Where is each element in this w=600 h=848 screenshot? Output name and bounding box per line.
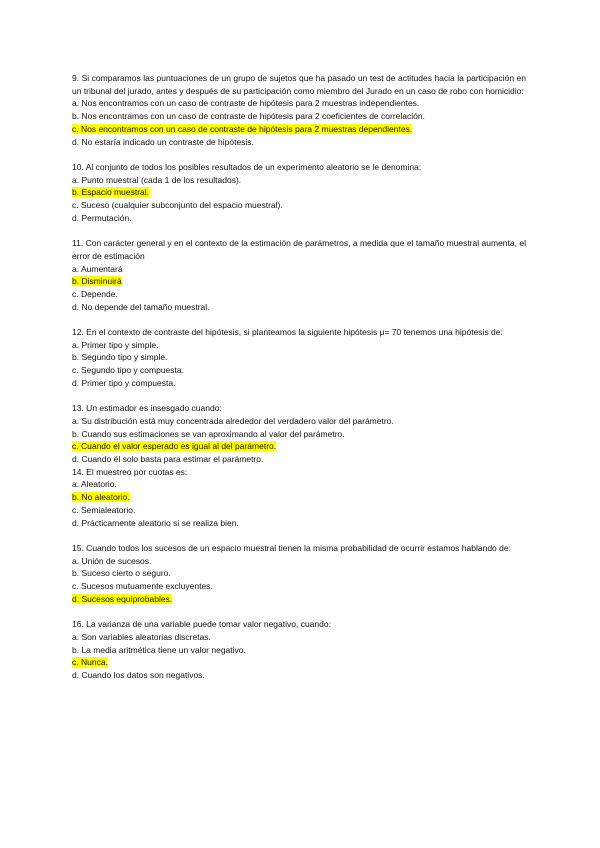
option-d: d. Primer tipo y compuesta. xyxy=(72,377,176,388)
option-b: b. Segundo tipo y simple. xyxy=(72,352,168,363)
option-a: a. Nos encontramos con un caso de contraste de hipótesis para 2 muestras independientes. xyxy=(72,98,420,109)
option-d: d. No depende del tamaño muestral. xyxy=(72,301,210,312)
correct-answer-highlight: b. Espacio muestral. xyxy=(72,187,150,198)
question-10 xyxy=(72,161,526,225)
option-b: b. Nos encontramos con un caso de contraste de hipótesis para 2 coeficientes de correlación. xyxy=(72,111,425,122)
correct-answer-highlight: b. Disminuirá xyxy=(72,276,122,287)
question-stem: 14. El muestreo por cuotas es: xyxy=(72,466,188,477)
question-14 xyxy=(72,466,526,530)
question-9 xyxy=(72,72,526,148)
option-d: d. Cuando él solo basta para estimar el parámetro. xyxy=(72,454,264,465)
option-c: c. Semialeatorio. xyxy=(72,504,136,515)
question-12 xyxy=(72,326,526,390)
option-b: b. Cuando sus estimaciones se van aproximando al valor del parámetro. xyxy=(72,428,345,439)
option-c: c. Sucesos mutuamente excluyentes. xyxy=(72,581,213,592)
option-a: a. Unión de sucesos. xyxy=(72,555,152,566)
option-c xyxy=(72,440,526,453)
question-15 xyxy=(72,542,526,606)
option-c xyxy=(72,123,526,136)
question-11 xyxy=(72,237,526,313)
question-stem: 10. Al conjunto de todos los posibles resultados de un experimento aleatorio se le denomina: xyxy=(72,161,422,172)
option-a: a. Su distribución está muy concentrada alrededor del verdadero valor del parámetro. xyxy=(72,415,394,426)
option-a: a. Punto muestral (cada 1 de los resultados). xyxy=(72,174,242,185)
question-stem: 13. Un estimador es insesgado cuando: xyxy=(72,403,222,414)
question-13 xyxy=(72,402,526,466)
option-c: c. Suceso (cualquier subconjunto del espacio muestral). xyxy=(72,200,283,211)
option-b: b. Suceso cierto o seguro. xyxy=(72,568,171,579)
correct-answer-highlight: b. No aleatorio. xyxy=(72,492,130,503)
option-d xyxy=(72,593,526,606)
document-page xyxy=(72,72,526,694)
question-stem: 16. La varianza de una variable puede tomar valor negativo, cuando: xyxy=(72,619,331,630)
option-a: a. Son variables aleatorias discretas. xyxy=(72,631,211,642)
option-a: a. Primer tipo y simple. xyxy=(72,339,159,350)
option-a: a. Aleatorio. xyxy=(72,479,117,490)
option-b xyxy=(72,275,526,288)
option-b xyxy=(72,491,526,504)
correct-answer-highlight: c. Nunca. xyxy=(72,657,108,668)
option-d: d. Prácticamente aleatorio si se realiza bien. xyxy=(72,517,239,528)
option-d: d. Cuando los datos son negativos. xyxy=(72,669,205,680)
option-d: d. No estaría indicado un contraste de hipótesis. xyxy=(72,136,254,147)
option-c: c. Depende. xyxy=(72,288,118,299)
question-stem: 9. Si comparamos las puntuaciones de un grupo de sujetos que ha pasado un test de actitudes hacia la participación en un tribunal del jurado, antes y después de su participación como miembro del Jurado en un caso de robo con homicidio: xyxy=(72,73,526,96)
question-16 xyxy=(72,618,526,682)
correct-answer-highlight: c. Nos encontramos con un caso de contraste de hipótesis para 2 muestras dependientes. xyxy=(72,123,413,134)
question-stem: 15. Cuando todos los sucesos de un espacio muestral tienen la misma probabilidad de ocurrir estamos hablando de: xyxy=(72,542,511,553)
option-b xyxy=(72,186,526,199)
option-a: a. Aumentará xyxy=(72,263,123,274)
correct-answer-highlight: c. Cuando el valor esperado es igual al del parámetro. xyxy=(72,441,277,452)
question-stem: 12. En el contexto de contraste del hipótesis, si planteamos la siguiente hipótesis μ= 70 tenemos una hipótesis de: xyxy=(72,327,503,338)
option-d: d. Permutación. xyxy=(72,212,132,223)
option-b: b. La media aritmética tiene un valor negativo. xyxy=(72,644,246,655)
option-c: c. Segundo tipo y compuesta. xyxy=(72,365,184,376)
question-stem: 11. Con carácter general y en el contexto de la estimación de parámetros, a medida que el tamaño muestral aumenta, el error de estimación xyxy=(72,238,526,261)
option-c xyxy=(72,656,526,669)
correct-answer-highlight: d. Sucesos equiprobables. xyxy=(72,593,173,604)
